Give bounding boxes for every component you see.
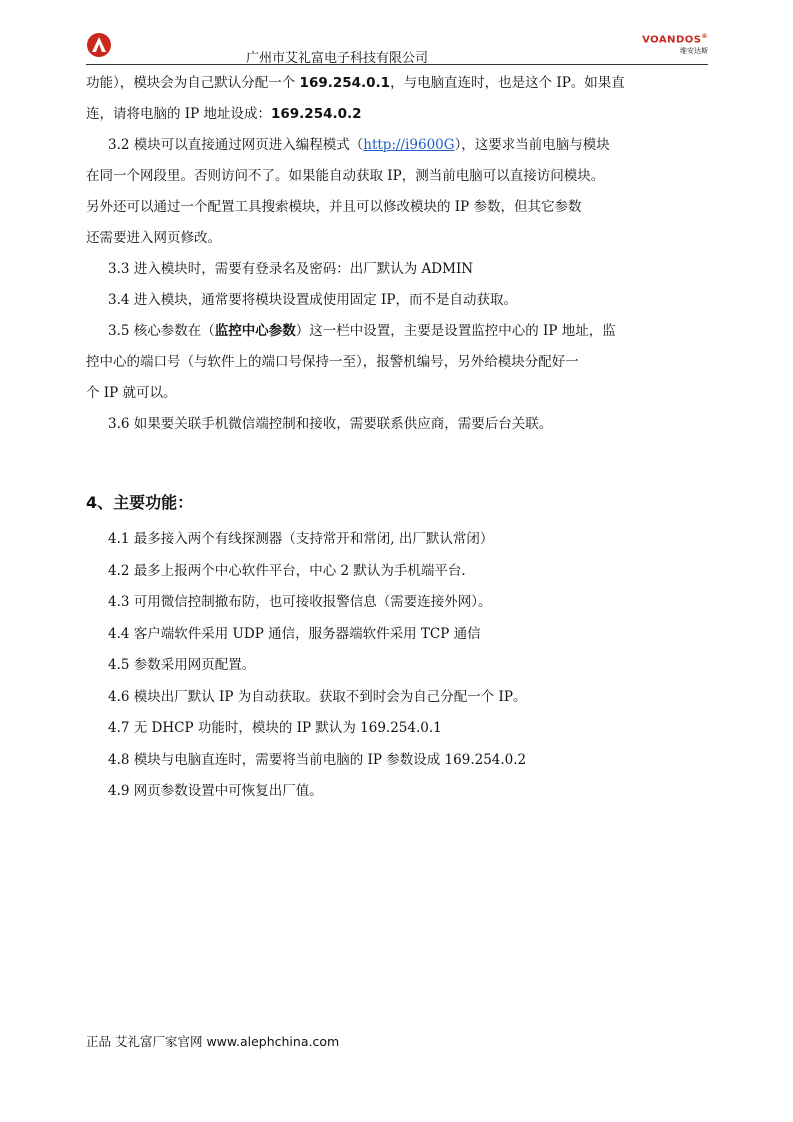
paragraph-line: 个 IP 就可以。 — [86, 385, 177, 401]
page-footer: 正品 艾礼富厂家官网 www.alephchina.com — [86, 1034, 340, 1049]
paragraph-line: 功能），模块会为自己默认分配一个 169.254.0.1，与电脑直连时，也是这个 IP。如果直 — [86, 75, 625, 91]
section-3-6: 3.6 如果要关联手机微信端控制和接收，需要联系供应商，需要后台关联。 — [108, 416, 553, 432]
list-item: 4.8 模块与电脑直连时，需要将当前电脑的 IP 参数设成 169.254.0.2 — [108, 751, 527, 768]
brand-logo — [642, 33, 708, 56]
header-company-name: 广州市艾礼富电子科技有限公司 — [246, 51, 429, 66]
brand-name: VOANDOS® — [642, 33, 708, 46]
brand-subtitle: 维安达斯 — [680, 47, 708, 56]
feature-list — [108, 524, 526, 808]
company-logo-icon — [86, 32, 112, 58]
list-item: 4.9 网页参数设置中可恢复出厂值。 — [108, 783, 323, 799]
paragraph-line: 连，请将电脑的 IP 地址设成：169.254.0.2 — [86, 106, 362, 122]
list-item: 4.3 可用微信控制撤布防，也可接收报警信息（需要连接外网）。 — [108, 594, 492, 610]
paragraph-line: 另外还可以通过一个配置工具搜索模块，并且可以修改模块的 IP 参数，但其它参数 — [86, 199, 582, 215]
list-item: 4.2 最多上报两个中心软件平台，中心 2 默认为手机端平台. — [108, 562, 466, 579]
list-item: 4.5 参数采用网页配置。 — [108, 657, 256, 673]
paragraph-line: 控中心的端口号（与软件上的端口号保持一至），报警机编号，另外给模块分配好一 — [86, 354, 579, 370]
list-item: 4.4 客户端软件采用 UDP 通信，服务器端软件采用 TCP 通信 — [108, 625, 481, 642]
section-3-3: 3.3 进入模块时，需要有登录名及密码：出厂默认为 ADMIN — [108, 261, 474, 277]
list-item: 4.7 无 DHCP 功能时，模块的 IP 默认为 169.254.0.1 — [108, 720, 442, 736]
section4-heading: 4、主要功能： — [86, 493, 194, 512]
module-url-link[interactable]: http://i9600G — [363, 137, 455, 153]
list-item: 4.1 最多接入两个有线探测器（支持常开和常闭, 出厂默认常闭） — [108, 531, 494, 547]
paragraph-line: 还需要进入网页修改。 — [86, 230, 221, 246]
paragraph-line: 在同一个网段里。否则访问不了。如果能自动获取 IP，测当前电脑可以直接访问模块。 — [86, 168, 605, 184]
list-item: 4.6 模块出厂默认 IP 为自动获取。获取不到时会为自己分配一个 IP。 — [108, 688, 527, 705]
section-3-5: 3.5 核心参数在（监控中心参数）这一栏中设置，主要是设置监控中心的 IP 地址，监 — [108, 323, 616, 339]
section-3-4: 3.4 进入模块，通常要将模块设置成使用固定 IP，而不是自动获取。 — [108, 292, 517, 308]
page-header — [86, 30, 708, 65]
section3-content — [86, 68, 708, 440]
section-3-2: 3.2 模块可以直接通过网页进入编程模式（http://i9600G），这要求当前电脑与模块 — [108, 137, 610, 153]
